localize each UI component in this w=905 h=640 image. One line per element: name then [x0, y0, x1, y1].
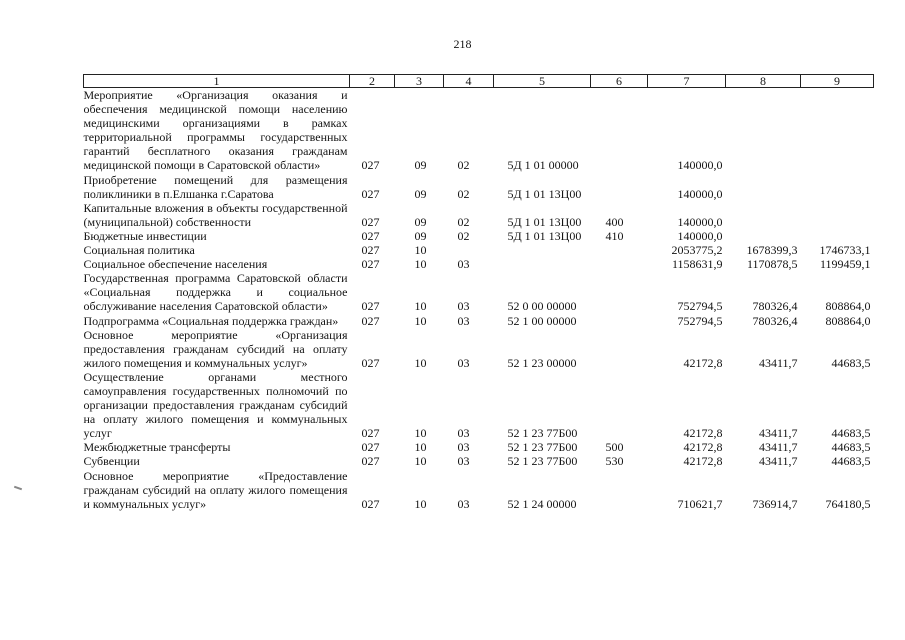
cell-subsection: 02 [457, 228, 470, 243]
cell-target-article: 52 1 00 00000 [507, 313, 577, 328]
cell-amount-8: 1170878,5 [746, 257, 798, 272]
row-name: Приобретение помещений для размещения поликлиники в п.Елшанка г.Саратова [83, 172, 348, 201]
table-row [84, 229, 874, 243]
cell-target-article: 52 1 23 00000 [507, 355, 577, 370]
cell-amount-9: 44683,5 [831, 426, 871, 441]
cell-amount-8: 43411,7 [758, 440, 798, 455]
cell-amount-8 [726, 229, 801, 243]
cell-subsection: 03 [457, 496, 470, 511]
row-name: Подпрограмма «Социальная поддержка граждан» [83, 313, 339, 328]
cell-subsection [444, 243, 494, 257]
cell-target-article: 5Д 1 01 00000 [507, 158, 579, 173]
cell-amount-7: 42172,8 [683, 454, 723, 469]
row-name: Основное мероприятие «Предоставление гражданам субсидий на оплату жилого помещения и коммунальных услуг» [83, 468, 348, 511]
column-header: 6 [591, 75, 648, 88]
cell-amount-8: 780326,4 [752, 299, 798, 314]
cell-expense-type [591, 469, 648, 511]
cell-section: 09 [414, 186, 427, 201]
cell-amount-8: 43411,7 [758, 355, 798, 370]
cell-admin-code: 027 [361, 454, 380, 469]
cell-section: 10 [414, 440, 427, 455]
cell-admin-code: 027 [361, 243, 380, 258]
cell-amount-8 [726, 201, 801, 229]
cell-target-article: 5Д 1 01 13Ц00 [507, 186, 582, 201]
cell-amount-8 [726, 173, 801, 201]
cell-amount-7: 140000,0 [677, 228, 723, 243]
cell-section: 09 [414, 158, 427, 173]
cell-subsection: 03 [457, 426, 470, 441]
cell-subsection: 03 [457, 355, 470, 370]
cell-amount-8: 43411,7 [758, 426, 798, 441]
cell-section: 10 [414, 299, 427, 314]
cell-section: 10 [414, 496, 427, 511]
table-row [84, 88, 874, 173]
cell-amount-7: 752794,5 [677, 313, 723, 328]
cell-admin-code: 027 [361, 313, 380, 328]
cell-target-article [494, 257, 591, 271]
cell-section: 09 [414, 214, 427, 229]
cell-expense-type [591, 257, 648, 271]
cell-section: 10 [414, 355, 427, 370]
cell-target-article: 52 1 24 00000 [507, 496, 577, 511]
cell-amount-9 [801, 229, 874, 243]
cell-admin-code: 027 [361, 186, 380, 201]
table-row [84, 469, 874, 511]
cell-target-article [494, 243, 591, 257]
table-row [84, 314, 874, 328]
row-name: Основное мероприятие «Организация предоставления гражданам субсидий на оплату жилого помещения и коммунальных услуг» [83, 327, 348, 370]
cell-amount-8: 736914,7 [752, 496, 798, 511]
cell-expense-type [591, 243, 648, 257]
cell-subsection: 02 [457, 186, 470, 201]
cell-subsection: 03 [457, 454, 470, 469]
cell-amount-9: 44683,5 [831, 440, 871, 455]
row-name: Осуществление органами местного самоуправления государственных полномочий по организации предоставления гражданам субсидий на оплату жилого помещения и коммунальных услуг [83, 369, 348, 441]
cell-amount-8: 780326,4 [752, 313, 798, 328]
cell-target-article: 5Д 1 01 13Ц00 [507, 214, 582, 229]
table-row [84, 257, 874, 271]
cell-expense-type [591, 314, 648, 328]
column-header: 5 [494, 75, 591, 88]
cell-amount-7: 710621,7 [677, 496, 723, 511]
cell-amount-9: 44683,5 [831, 355, 871, 370]
row-name: Мероприятие «Организация оказания и обеспечения медицинской помощи населению медицинскими организациями в рамках территориальной программы государственных гарантий бесплатного оказания гражданам медицинской помощи в Саратовской области» [83, 88, 348, 173]
column-header: 8 [726, 75, 801, 88]
cell-amount-7: 42172,8 [683, 355, 723, 370]
cell-amount-7: 140000,0 [677, 214, 723, 229]
cell-amount-9 [801, 88, 874, 173]
cell-subsection: 03 [457, 299, 470, 314]
row-name: Государственная программа Саратовской области «Социальная поддержка и социальное обслуживание населения Саратовской области» [83, 271, 348, 314]
cell-admin-code: 027 [361, 426, 380, 441]
row-name: Социальное обеспечение населения [83, 257, 268, 272]
column-header: 3 [395, 75, 444, 88]
cell-amount-9: 808864,0 [825, 299, 871, 314]
row-name: Межбюджетные трансферты [83, 440, 231, 455]
cell-target-article: 52 1 23 77Б00 [507, 426, 578, 441]
cell-amount-9 [801, 201, 874, 229]
cell-section: 09 [414, 228, 427, 243]
cell-target-article: 52 0 00 00000 [507, 299, 577, 314]
cell-amount-9: 44683,5 [831, 454, 871, 469]
cell-expense-type: 400 [605, 214, 624, 229]
cell-admin-code: 027 [361, 496, 380, 511]
cell-admin-code: 027 [361, 228, 380, 243]
column-header: 7 [648, 75, 726, 88]
cell-expense-type [591, 328, 648, 370]
cell-section: 10 [414, 313, 427, 328]
cell-admin-code: 027 [361, 158, 380, 173]
cell-expense-type: 500 [605, 440, 624, 455]
cell-amount-9: 764180,5 [825, 496, 871, 511]
cell-expense-type: 530 [605, 454, 624, 469]
row-name: Субвенции [83, 454, 140, 469]
cell-amount-7: 752794,5 [677, 299, 723, 314]
cell-section: 10 [414, 243, 427, 258]
cell-subsection: 03 [457, 257, 470, 272]
cell-amount-9 [801, 173, 874, 201]
table-row [84, 328, 874, 370]
cell-admin-code: 027 [361, 355, 380, 370]
table-row [84, 201, 874, 229]
header-row [84, 75, 874, 88]
cell-expense-type [591, 173, 648, 201]
cell-amount-7: 42172,8 [683, 426, 723, 441]
cell-amount-7: 140000,0 [677, 158, 723, 173]
row-name: Бюджетные инвестиции [83, 228, 207, 243]
cell-admin-code: 027 [361, 299, 380, 314]
cell-subsection: 02 [457, 158, 470, 173]
page-number: 218 [453, 37, 472, 51]
budget-table [83, 74, 874, 511]
cell-subsection: 03 [457, 440, 470, 455]
table-row [84, 243, 874, 257]
table-row [84, 271, 874, 313]
cell-expense-type: 410 [605, 228, 624, 243]
cell-admin-code: 027 [361, 214, 380, 229]
cell-expense-type [591, 88, 648, 173]
cell-subsection: 02 [457, 214, 470, 229]
cell-amount-8 [726, 88, 801, 173]
cell-target-article: 5Д 1 01 13Ц00 [507, 228, 582, 243]
column-header: 2 [350, 75, 395, 88]
table-row [84, 370, 874, 440]
table-row [84, 454, 874, 468]
column-header: 9 [801, 75, 874, 88]
cell-amount-7: 42172,8 [683, 440, 723, 455]
cell-admin-code: 027 [361, 440, 380, 455]
cell-target-article: 52 1 23 77Б00 [507, 440, 578, 455]
cell-expense-type [591, 370, 648, 440]
column-header: 4 [444, 75, 494, 88]
cell-subsection: 03 [457, 313, 470, 328]
cell-expense-type [591, 271, 648, 313]
cell-amount-8: 1678399,3 [746, 243, 798, 258]
table-row [84, 173, 874, 201]
cell-admin-code: 027 [361, 257, 380, 272]
cell-section: 10 [414, 257, 427, 272]
cell-amount-8: 43411,7 [758, 454, 798, 469]
row-name: Капитальные вложения в объекты государственной (муниципальной) собственности [83, 200, 348, 229]
cell-target-article: 52 1 23 77Б00 [507, 454, 578, 469]
cell-section: 10 [414, 454, 427, 469]
row-name: Социальная политика [83, 243, 195, 258]
cell-amount-7: 140000,0 [677, 186, 723, 201]
scan-speck [14, 486, 22, 491]
cell-amount-7: 1158631,9 [671, 257, 723, 272]
cell-amount-7: 2053775,2 [671, 243, 723, 258]
cell-section: 10 [414, 426, 427, 441]
cell-amount-9: 1746733,1 [819, 243, 871, 258]
table-row [84, 440, 874, 454]
cell-amount-9: 1199459,1 [819, 257, 871, 272]
cell-amount-9: 808864,0 [825, 313, 871, 328]
column-header: 1 [84, 75, 350, 88]
